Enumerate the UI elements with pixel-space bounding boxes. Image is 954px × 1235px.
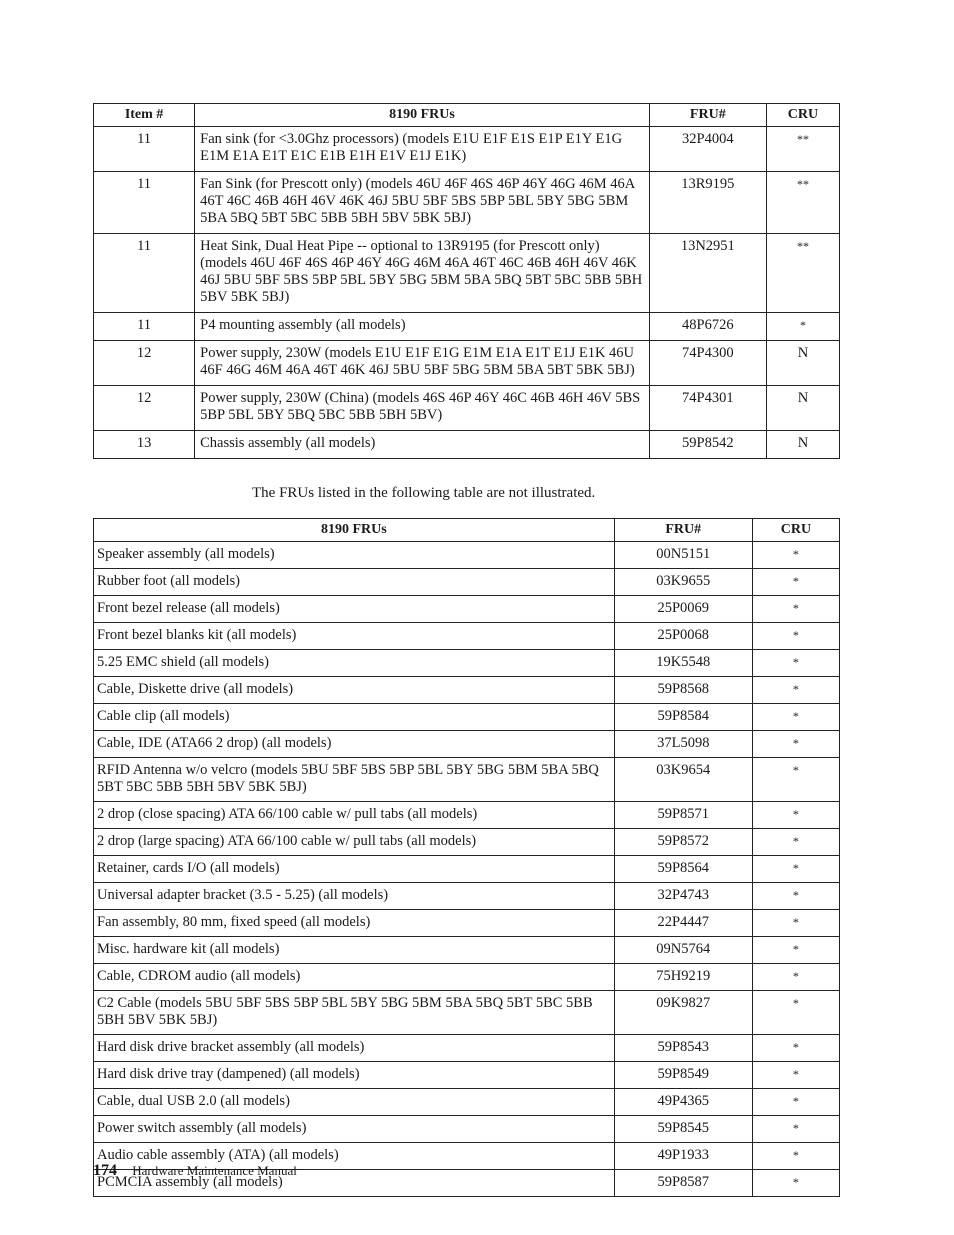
table-row (94, 964, 840, 991)
illustrated-fru-table (93, 103, 840, 459)
table-row (94, 172, 840, 234)
fru-number: 59P8549 (614, 1062, 752, 1089)
fru-description: Cable, CDROM audio (all models) (94, 964, 615, 991)
table-row (94, 937, 840, 964)
fru-number: 59P8584 (614, 704, 752, 731)
table-row (94, 650, 840, 677)
table-row (94, 596, 840, 623)
table-row (94, 1062, 840, 1089)
fru-number: 13N2951 (649, 234, 766, 313)
cru-value: * (752, 704, 839, 731)
cru-value: * (752, 1143, 839, 1170)
fru-number: 75H9219 (614, 964, 752, 991)
fru-description: PCMCIA assembly (all models) (94, 1170, 615, 1197)
fru-number: 32P4004 (649, 127, 766, 172)
fru-number: 74P4301 (649, 386, 766, 431)
cru-value: * (752, 650, 839, 677)
item-number: 12 (94, 341, 195, 386)
table-header-row (94, 104, 840, 127)
fru-description: Power switch assembly (all models) (94, 1116, 615, 1143)
fru-description: Cable, dual USB 2.0 (all models) (94, 1089, 615, 1116)
fru-number: 37L5098 (614, 731, 752, 758)
item-number: 11 (94, 127, 195, 172)
fru-description: Rubber foot (all models) (94, 569, 615, 596)
table-row (94, 677, 840, 704)
cru-value: N (766, 431, 839, 459)
cru-value: N (766, 341, 839, 386)
table-row (94, 127, 840, 172)
table-header-row (94, 519, 840, 542)
manual-title: Hardware Maintenance Manual (132, 1163, 297, 1178)
table-row (94, 856, 840, 883)
table-row (94, 731, 840, 758)
fru-number: 13R9195 (649, 172, 766, 234)
fru-description: Fan sink (for <3.0Ghz processors) (models E1U E1F E1S E1P E1Y E1G E1M E1A E1T E1C E1B E1H E1V E1J E1K) (195, 127, 650, 172)
table-row (94, 1089, 840, 1116)
fru-description: C2 Cable (models 5BU 5BF 5BS 5BP 5BL 5BY 5BG 5BM 5BA 5BQ 5BT 5BC 5BB 5BH 5BV 5BK 5BJ) (94, 991, 615, 1035)
fru-number: 48P6726 (649, 313, 766, 341)
cru-value: * (752, 542, 839, 569)
table-row (94, 1116, 840, 1143)
fru-description: Cable clip (all models) (94, 704, 615, 731)
cru-value: ** (766, 172, 839, 234)
fru-number: 59P8564 (614, 856, 752, 883)
table-row (94, 341, 840, 386)
item-number: 13 (94, 431, 195, 459)
col-header-frus: 8190 FRUs (94, 519, 615, 542)
cru-value: * (752, 856, 839, 883)
cru-value: * (752, 569, 839, 596)
table-row (94, 758, 840, 802)
table-row (94, 704, 840, 731)
item-number: 11 (94, 172, 195, 234)
fru-description: Heat Sink, Dual Heat Pipe -- optional to 13R9195 (for Prescott only) (models 46U 46F 46S 46P 46Y 46G 46M 46A 46T 46C 46B 46H 46V 46K 46J 5BU 5BF 5BS 5BP 5BL 5BY 5BG 5BM 5BA 5BQ 5BT 5BC 5BB 5BH 5BV 5BK 5BJ) (195, 234, 650, 313)
table-row (94, 883, 840, 910)
table-row (94, 829, 840, 856)
fru-description: 2 drop (close spacing) ATA 66/100 cable w/ pull tabs (all models) (94, 802, 615, 829)
cru-value: ** (766, 234, 839, 313)
table-row (94, 542, 840, 569)
cru-value: * (752, 964, 839, 991)
page-number: 174 (93, 1162, 117, 1179)
fru-description: 2 drop (large spacing) ATA 66/100 cable w/ pull tabs (all models) (94, 829, 615, 856)
table-row (94, 386, 840, 431)
fru-description: Power supply, 230W (models E1U E1F E1G E1M E1A E1T E1J E1K 46U 46F 46G 46M 46A 46T 46K 46J 5BU 5BF 5BG 5BM 5BA 5BT 5BK 5BJ) (195, 341, 650, 386)
fru-number: 19K5548 (614, 650, 752, 677)
item-number: 11 (94, 234, 195, 313)
fru-number: 22P4447 (614, 910, 752, 937)
fru-number: 09K9827 (614, 991, 752, 1035)
table-row (94, 991, 840, 1035)
fru-description: Fan Sink (for Prescott only) (models 46U 46F 46S 46P 46Y 46G 46M 46A 46T 46C 46B 46H 46V 46K 46J 5BU 5BF 5BS 5BP 5BL 5BY 5BG 5BM 5BA 5BQ 5BT 5BC 5BB 5BH 5BV 5BK 5BJ) (195, 172, 650, 234)
fru-description: Audio cable assembly (ATA) (all models) (94, 1143, 615, 1170)
fru-number: 59P8542 (649, 431, 766, 459)
fru-number: 00N5151 (614, 542, 752, 569)
non-illustrated-fru-table (93, 518, 840, 1197)
col-header-cru: CRU (752, 519, 839, 542)
fru-number: 32P4743 (614, 883, 752, 910)
col-header-item: Item # (94, 104, 195, 127)
cru-value: ** (766, 127, 839, 172)
table-note: The FRUs listed in the following table are not illustrated. (252, 485, 596, 501)
table-row (94, 569, 840, 596)
cru-value: * (752, 991, 839, 1035)
fru-description: 5.25 EMC shield (all models) (94, 650, 615, 677)
cru-value: * (752, 1062, 839, 1089)
fru-description: Front bezel release (all models) (94, 596, 615, 623)
fru-description: Hard disk drive tray (dampened) (all models) (94, 1062, 615, 1089)
cru-value: * (752, 937, 839, 964)
fru-number: 25P0068 (614, 623, 752, 650)
cru-value: * (752, 731, 839, 758)
fru-number: 25P0069 (614, 596, 752, 623)
fru-description: Cable, Diskette drive (all models) (94, 677, 615, 704)
table-row (94, 431, 840, 459)
fru-number: 03K9654 (614, 758, 752, 802)
fru-number: 49P4365 (614, 1089, 752, 1116)
fru-description: Universal adapter bracket (3.5 - 5.25) (all models) (94, 883, 615, 910)
cru-value: * (752, 910, 839, 937)
fru-description: Front bezel blanks kit (all models) (94, 623, 615, 650)
cru-value: N (766, 386, 839, 431)
item-number: 11 (94, 313, 195, 341)
cru-value: * (752, 883, 839, 910)
page-footer (93, 1162, 297, 1180)
fru-number: 59P8587 (614, 1170, 752, 1197)
cru-value: * (752, 1089, 839, 1116)
fru-description: P4 mounting assembly (all models) (195, 313, 650, 341)
table-row (94, 802, 840, 829)
fru-number: 59P8572 (614, 829, 752, 856)
cru-value: * (752, 1035, 839, 1062)
fru-number: 09N5764 (614, 937, 752, 964)
item-number: 12 (94, 386, 195, 431)
cru-value: * (766, 313, 839, 341)
fru-description: Speaker assembly (all models) (94, 542, 615, 569)
fru-number: 59P8543 (614, 1035, 752, 1062)
fru-description: Chassis assembly (all models) (195, 431, 650, 459)
fru-description: Fan assembly, 80 mm, fixed speed (all models) (94, 910, 615, 937)
cru-value: * (752, 829, 839, 856)
fru-description: Retainer, cards I/O (all models) (94, 856, 615, 883)
fru-number: 03K9655 (614, 569, 752, 596)
fru-description: Misc. hardware kit (all models) (94, 937, 615, 964)
fru-number: 59P8545 (614, 1116, 752, 1143)
fru-number: 74P4300 (649, 341, 766, 386)
table-row (94, 313, 840, 341)
fru-description: Cable, IDE (ATA66 2 drop) (all models) (94, 731, 615, 758)
table-row (94, 234, 840, 313)
fru-number: 59P8568 (614, 677, 752, 704)
table-row (94, 1035, 840, 1062)
fru-description: RFID Antenna w/o velcro (models 5BU 5BF 5BS 5BP 5BL 5BY 5BG 5BM 5BA 5BQ 5BT 5BC 5BB 5BH 5BV 5BK 5BJ) (94, 758, 615, 802)
fru-description: Power supply, 230W (China) (models 46S 46P 46Y 46C 46B 46H 46V 5BS 5BP 5BL 5BY 5BQ 5BC 5BB 5BH 5BV) (195, 386, 650, 431)
table-row (94, 910, 840, 937)
col-header-fru-number: FRU# (649, 104, 766, 127)
col-header-fru-number: FRU# (614, 519, 752, 542)
cru-value: * (752, 677, 839, 704)
cru-value: * (752, 758, 839, 802)
col-header-cru: CRU (766, 104, 839, 127)
cru-value: * (752, 596, 839, 623)
cru-value: * (752, 1170, 839, 1197)
fru-number: 59P8571 (614, 802, 752, 829)
cru-value: * (752, 802, 839, 829)
cru-value: * (752, 623, 839, 650)
fru-description: Hard disk drive bracket assembly (all models) (94, 1035, 615, 1062)
col-header-frus: 8190 FRUs (195, 104, 650, 127)
cru-value: * (752, 1116, 839, 1143)
fru-number: 49P1933 (614, 1143, 752, 1170)
table-row (94, 623, 840, 650)
